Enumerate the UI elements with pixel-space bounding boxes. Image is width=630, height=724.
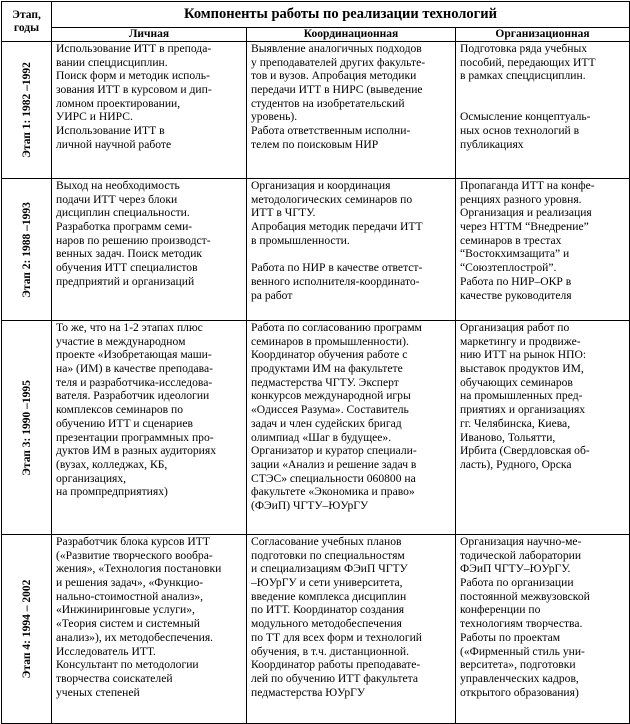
cell-text-line: анализ»), их методобеспечения.: [56, 630, 214, 644]
coordination-cell: [247, 42, 456, 179]
cell-text-line: технологиям творчества.: [460, 617, 583, 631]
cell-text-line: Координатор обучения работе с: [251, 348, 408, 362]
stage-label: Этап 1: 1982 –1992: [20, 62, 33, 158]
cell-text-line: наров по решению производст-: [56, 233, 211, 247]
cell-text-line: («Фирменный стиль уни-: [460, 644, 585, 658]
cell-text-line: Ирбита (Свердловская об-: [460, 444, 590, 458]
cell-text-line: Пропаганда ИТТ на конфе-: [460, 179, 595, 192]
cell-text-line: семинаров в промышленности).: [251, 334, 409, 348]
cell-text-line: Работа по согласованию программ: [251, 321, 422, 334]
column-header-organization: Организационная: [456, 28, 630, 42]
cell-text-line: качестве руководителя: [460, 288, 572, 302]
cell-text-line: публикациях: [460, 137, 524, 151]
cell-text-line: вании спецдисциплин.: [56, 55, 168, 69]
cell-text-line: обучения, в т.ч. дистанционной.: [251, 644, 409, 658]
cell-text-line: [460, 97, 627, 111]
cell-text-line: Организатор и куратор специали-: [251, 444, 417, 458]
cell-text-line: Иваново, Тольятти,: [460, 430, 556, 444]
cell-text-line: организациях,: [56, 471, 127, 485]
cell-text-line: подготовки по специальностям: [251, 548, 405, 562]
cell-text-line: управленческих кадров,: [460, 671, 579, 685]
cell-text-line: Работы по проектам: [460, 630, 561, 644]
organization-cell: [456, 535, 630, 724]
table-title: Компоненты работы по реализации технологий: [52, 2, 630, 28]
cell-text-line: лей по обучению ИТТ факультета: [251, 671, 418, 685]
cell-text-line: постоянной межвузовской: [460, 589, 590, 603]
cell-text-line: “Союзтеплострой”.: [460, 261, 557, 275]
cell-text-line: выставок продуктов ИМ,: [460, 362, 584, 376]
cell-text-line: в рамках спецдисциплин.: [460, 69, 586, 83]
cell-text-line: на промышленных пред-: [460, 389, 583, 403]
cell-text-line: [460, 83, 627, 97]
cell-text-line: тодической лаборатории: [460, 548, 582, 562]
cell-text-line: нию ИТТ на рынок НПО:: [460, 348, 587, 362]
cell-text-line: модульного методобеспечения: [251, 617, 402, 631]
cell-text-line: ласть), Рудного, Орска: [460, 457, 572, 471]
personal-cell: [52, 42, 247, 179]
stage-label: Этап 2: 1988 –1993: [20, 201, 33, 298]
cell-text-line: пособий, передающих ИТТ: [460, 55, 596, 69]
cell-text-line: педмастерства ЧГТУ. Эксперт: [251, 375, 399, 389]
cell-text-line: семинаров в трестах: [460, 233, 562, 247]
organization-cell: [456, 321, 630, 535]
stage-label: Этап 4: 1994 – 2002: [20, 579, 33, 679]
stage-cell: [2, 321, 52, 535]
cell-text-line: и решения задач», «Функцио-: [56, 576, 204, 590]
cell-text-line: Работа по НИР–ОКР в: [460, 274, 572, 288]
table-row: [2, 535, 630, 724]
column-header-personal: Личная: [52, 28, 247, 42]
cell-text-line: Организация работ по: [460, 321, 570, 334]
cell-text-line: Поиск форм и методик исполь-: [56, 69, 210, 83]
cell-text-line: ренциях разного уровня.: [460, 192, 582, 206]
cell-text-line: Организация научно-ме-: [460, 535, 582, 548]
cell-text-line: ученых степеней: [56, 685, 140, 699]
cell-text-line: телем по поисковым НИР: [251, 137, 379, 151]
cell-text-line: задач и член судейских бригад: [251, 416, 402, 430]
cell-text-line: «Одиссея Разума». Составитель: [251, 403, 409, 417]
cell-text-line: ИТТ в ЧГТУ.: [251, 206, 316, 220]
cell-text-line: вателя. Разработчик идеологии: [56, 389, 210, 403]
stage-cell: [2, 535, 52, 724]
cell-text-line: студентов на изобретательский: [251, 96, 405, 110]
cell-text-line: То же, что на 1-2 этапах плюс: [56, 321, 203, 334]
stage-cell: [2, 179, 52, 321]
cell-text-line: ра работ: [251, 288, 293, 302]
cell-text-line: «Теория систем и системный: [56, 617, 200, 631]
cell-text-line: («Развитие творческого вообра-: [56, 548, 213, 562]
cell-text-line: «Инжиниринговые услуги»,: [56, 603, 195, 617]
cell-text-line: обучению ИТТ и сценариев: [56, 416, 194, 430]
cell-text-line: Апробация методик передачи ИТТ: [251, 220, 423, 234]
coordination-cell: [247, 321, 456, 535]
cell-text-line: жения», «Технология постановки: [56, 562, 222, 576]
cell-text-line: “Востокхимзащита” и: [460, 247, 570, 261]
cell-text-line: Подготовка ряда учебных: [460, 42, 588, 55]
cell-text-line: в промышленности.: [251, 233, 350, 247]
stage-column-header: [2, 2, 52, 42]
cell-text-line: Разработка программ семи-: [56, 220, 193, 234]
cell-text-line: венных задач. Поиск методик: [56, 247, 203, 261]
cell-text-line: через НТТМ “Внедрение”: [460, 220, 589, 234]
cell-text-line: участие в международном: [56, 334, 186, 348]
cell-text-line: обучения ИТТ специалистов: [56, 261, 198, 275]
cell-text-line: и специализациям ФЭиП ЧГТУ: [251, 562, 408, 576]
cell-text-line: Работа по НИР в качестве ответст-: [251, 261, 423, 275]
cell-text-line: у преподавателей других факульте-: [251, 55, 426, 69]
cell-text-line: верситета», подготовки: [460, 658, 576, 672]
cell-text-line: по ИТТ. Координатор создания: [251, 603, 405, 617]
cell-text-line: введение комплекса дисциплин: [251, 589, 407, 603]
cell-text-line: открытого образования): [460, 685, 579, 699]
cell-text-line: СТЭС» специальности 060800 на: [251, 471, 416, 485]
coordination-cell: [247, 535, 456, 724]
table-row: [2, 321, 630, 535]
cell-text-line: презентации программных про-: [56, 430, 214, 444]
cell-text-line: дисциплин специальности.: [56, 206, 190, 220]
cell-text-line: Выход на необходимость: [56, 179, 180, 192]
cell-text-line: дуктов ИМ в разных аудиториях: [56, 444, 216, 458]
cell-text-line: Согласование учебных планов: [251, 535, 402, 548]
stage-header-line-2: годы: [13, 22, 40, 34]
cell-text-line: факультете «Экономика и право»: [251, 485, 415, 499]
cell-text-line: проекте «Изобретающая маши-: [56, 348, 212, 362]
cell-text-line: конференции по: [460, 603, 541, 617]
cell-text-line: гг. Челябинска, Киева,: [460, 416, 571, 430]
cell-text-line: олимпиад «Шаг в будущее».: [251, 430, 392, 444]
personal-cell: [52, 179, 247, 321]
cell-text-line: приятиях и организациях: [460, 403, 586, 417]
cell-text-line: тов и вузов. Апробация методики: [251, 69, 417, 83]
cell-text-line: Выявление аналогичных подходов: [251, 42, 422, 55]
cell-text-line: Консультант по методологии: [56, 658, 199, 672]
stage-label: Этап 3: 1990 –1995: [20, 379, 33, 476]
cell-text-line: зации «Анализ и решение задач в: [251, 457, 417, 471]
cell-text-line: Организация и реализация: [460, 206, 592, 220]
cell-text-line: Координатор работы преподавате-: [251, 658, 421, 672]
cell-text-line: Разработчик блока курсов ИТТ: [56, 535, 210, 548]
cell-text-line: УИРС и НИРС.: [56, 110, 133, 124]
cell-text-line: Работа ответственным исполни-: [251, 124, 411, 138]
coordination-cell: [247, 179, 456, 321]
cell-text-line: по ТТ для всех форм и технологий: [251, 630, 422, 644]
cell-text-line: на промпредприятиях): [56, 485, 168, 499]
cell-text-line: –ЮУрГУ и сети университета,: [251, 576, 403, 590]
cell-text-line: Исследователь ИТТ.: [56, 644, 156, 658]
stage-header-line-1: Этап,: [12, 9, 41, 21]
organization-cell: [456, 179, 630, 321]
cell-text-line: [251, 247, 453, 261]
personal-cell: [52, 321, 247, 535]
cell-text-line: подачи ИТТ через блоки: [56, 192, 178, 206]
cell-text-line: на» (ИМ) в качестве преподава-: [56, 362, 213, 376]
cell-text-line: личной научной работе: [56, 137, 172, 151]
technology-components-table: [1, 1, 630, 724]
cell-text-line: методологических семинаров по: [251, 192, 413, 206]
cell-text-line: ФЭиП ЧГТУ–ЮУрГУ.: [460, 562, 571, 576]
cell-text-line: нально-стоимостной анализ»,: [56, 589, 204, 603]
table-row: [2, 42, 630, 179]
cell-text-line: Использование ИТТ в: [56, 124, 165, 138]
cell-text-line: (вузах, колледжах, КБ,: [56, 457, 168, 471]
cell-text-line: теля и разработчика-исследова-: [56, 375, 213, 389]
cell-text-line: ломном проектировании,: [56, 96, 181, 110]
cell-text-line: предприятий и организаций: [56, 274, 195, 288]
cell-text-line: ных основ технологий в: [460, 124, 580, 138]
cell-text-line: маркетингу и продвиже-: [460, 334, 581, 348]
cell-text-line: конкурсов международной игры: [251, 389, 411, 403]
cell-text-line: зования ИТТ в курсовом и дип-: [56, 83, 212, 97]
cell-text-line: Использование ИТТ в препода-: [56, 42, 212, 55]
cell-text-line: передачи ИТТ в НИРС (выведение: [251, 83, 423, 97]
cell-text-line: венного исполнителя-координато-: [251, 274, 420, 288]
cell-text-line: уровень).: [251, 110, 298, 124]
cell-text-line: продуктами ИМ на факультете: [251, 362, 403, 376]
cell-text-line: комплексов семинаров по: [56, 403, 184, 417]
stage-cell: [2, 42, 52, 179]
cell-text-line: обучающих семинаров: [460, 375, 573, 389]
organization-cell: [456, 42, 630, 179]
cell-text-line: Организация и координация: [251, 179, 391, 192]
table-body: [2, 42, 630, 724]
cell-text-line: педмастерства ЮУрГУ: [251, 685, 366, 699]
cell-text-line: Осмысление концептуаль-: [460, 110, 591, 124]
cell-text-line: творчества соискателей: [56, 671, 173, 685]
column-header-coordination: Координационная: [247, 28, 456, 42]
cell-text-line: Работа по организации: [460, 576, 574, 590]
personal-cell: [52, 535, 247, 724]
table-row: [2, 179, 630, 321]
cell-text-line: (ФЭиП) ЧГТУ–ЮУрГУ: [251, 498, 369, 512]
